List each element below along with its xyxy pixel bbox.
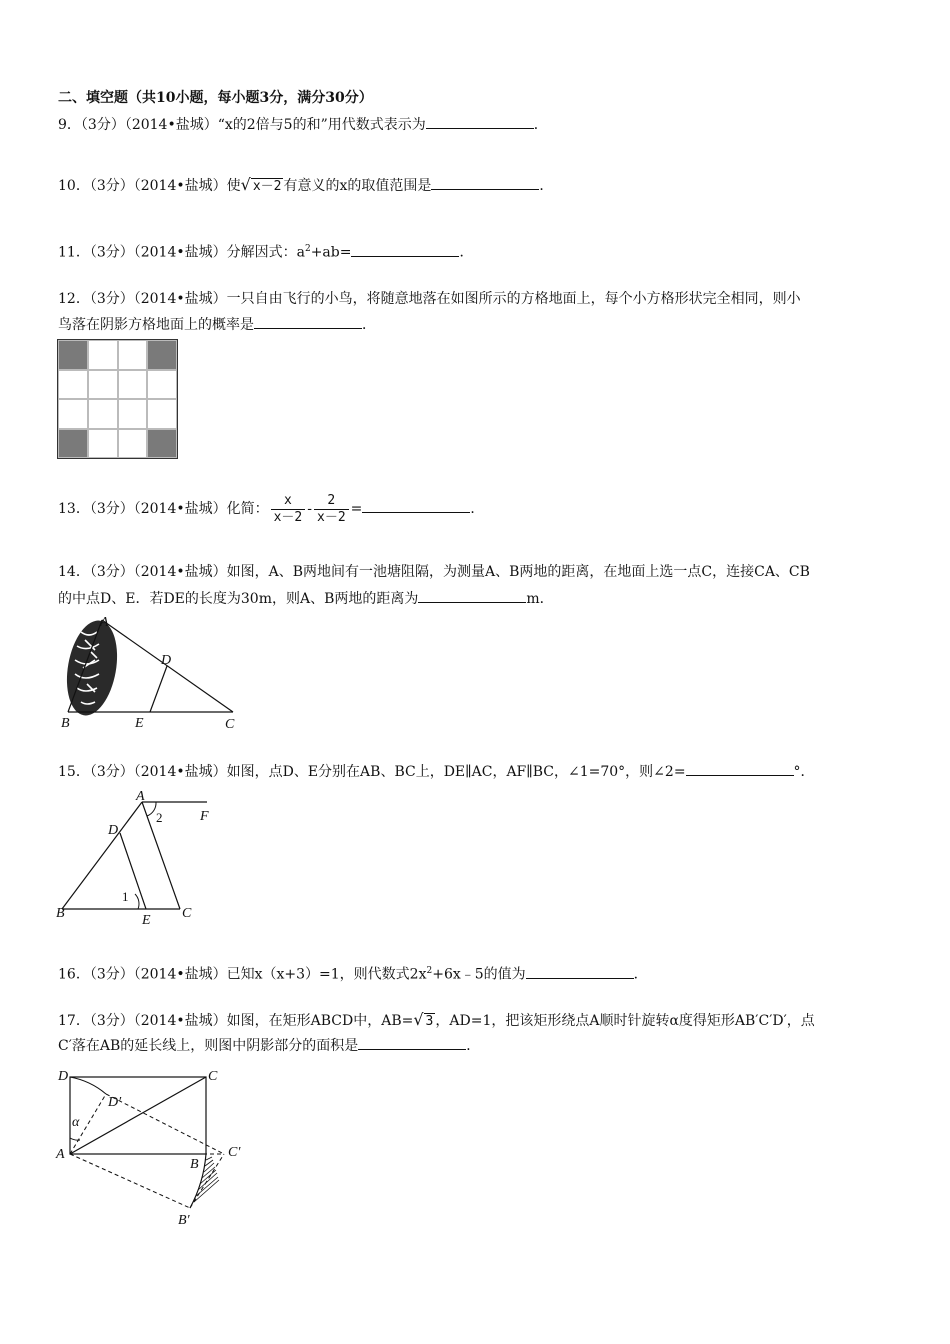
answer-blank [526, 964, 634, 979]
sqrt-sign: √ [413, 1010, 424, 1029]
angle-1-label: 1 [122, 889, 129, 904]
question-14-text: 的中点D、E．若DE的长度为30m，则A、B两地的距离为 [58, 591, 419, 607]
fraction-2 [314, 493, 349, 526]
label-B: B [61, 716, 70, 731]
label-A: A [56, 1147, 65, 1162]
grid-figure [57, 339, 178, 459]
grid-cell [118, 429, 148, 459]
period: ． [362, 317, 376, 333]
answer-blank [358, 1035, 466, 1050]
fraction-1 [271, 493, 306, 526]
label-B: B [56, 906, 65, 921]
label-F: F [200, 809, 209, 824]
label-D: D [161, 653, 172, 668]
question-17-prefix: 17．（3分）（2014•盐城）如图，在矩形ABCD中，AB= [58, 1013, 414, 1029]
grid-cell-shaded [58, 340, 88, 370]
label-alpha: α [72, 1115, 80, 1130]
question-12-line-2 [58, 314, 376, 335]
grid-cell [88, 399, 118, 429]
exponent: 2 [426, 966, 433, 976]
period: ． [459, 244, 474, 261]
label-E: E [142, 913, 151, 928]
rectangle-rotation-figure [52, 1060, 252, 1230]
angle-2-label: 2 [156, 810, 163, 825]
question-15 [58, 761, 815, 782]
answer-blank [686, 761, 794, 776]
unit-period: m． [526, 591, 554, 607]
pond-figure [55, 612, 245, 734]
question-9 [58, 114, 548, 135]
question-13 [58, 488, 484, 530]
equals-sign: = [350, 501, 363, 517]
label-A: A [100, 615, 109, 630]
question-15-text: 15．（3分）（2014•盐城）如图，点D、E分别在AB、BC上，DE∥AC，AF∥BC，∠1=70°，则∠2= [58, 764, 686, 780]
answer-blank [426, 114, 534, 129]
question-11-prefix: 11．（3分）（2014•盐城）分解因式：a [58, 244, 305, 261]
question-16 [58, 961, 648, 985]
question-10-prefix: 10．（3分）（2014•盐城）使 [58, 178, 241, 194]
question-17-text: C′落在AB的延长线上，则图中阴影部分的面积是 [58, 1038, 359, 1054]
sqrt-sign: √ [240, 175, 251, 194]
question-12-text: 鸟落在阴影方格地面上的概率是 [58, 317, 254, 333]
fraction-1-denominator: x－2 [273, 509, 303, 525]
question-11-suffix: +ab= [310, 244, 352, 261]
radicand: x－2 [252, 179, 282, 194]
question-13-prefix: 13．（3分）（2014•盐城）化简： [58, 501, 269, 517]
grid-cell [118, 399, 148, 429]
grid-cell [58, 370, 88, 400]
degree-period: °． [793, 764, 815, 780]
answer-blank [362, 498, 470, 513]
label-D-prime: D′ [108, 1095, 122, 1110]
period: ． [533, 117, 548, 133]
fraction-2-numerator: 2 [314, 493, 349, 510]
label-C: C [182, 906, 192, 921]
period: ． [539, 178, 554, 194]
question-16-suffix: +6x﹣5的值为 [432, 966, 526, 983]
question-14-line-2 [58, 588, 554, 609]
grid-cell [58, 399, 88, 429]
period: ． [466, 1038, 481, 1054]
question-10-suffix: 有意义的x的取值范围是 [283, 178, 432, 194]
section-title: 二、填空题（共10小题，每小题3分，满分30分） [58, 90, 373, 106]
question-12-line-1: 12．（3分）（2014•盐城）一只自由飞行的小鸟，将随意地落在如图所示的方格地面上，每个小方格形状完全相同，则小 [58, 291, 801, 307]
radicand: 3 [425, 1014, 434, 1029]
question-14-line-1: 14．（3分）（2014•盐城）如图，A、B两地间有一池塘阻隔，为测量A、B两地的距离，在地面上选一点C，连接CA、CB [58, 564, 810, 580]
answer-blank [254, 314, 362, 329]
question-16-prefix: 16．（3分）（2014•盐城）已知x（x+3）=1，则代数式2x [58, 966, 427, 983]
grid-cell [88, 429, 118, 459]
grid-cell [118, 340, 148, 370]
fraction-1-numerator: x [271, 493, 306, 510]
exponent: 2 [304, 244, 311, 254]
question-10 [58, 175, 553, 196]
grid-cell [147, 370, 177, 400]
answer-blank [351, 242, 459, 257]
period: ． [470, 501, 485, 517]
label-C-prime: C′ [228, 1145, 241, 1160]
grid-cell-shaded [147, 429, 177, 459]
label-D: D [58, 1069, 69, 1084]
fraction-2-denominator: x－2 [317, 509, 346, 525]
grid-cell-shaded [147, 340, 177, 370]
grid-cell [88, 340, 118, 370]
grid-cell [88, 370, 118, 400]
label-D: D [108, 823, 119, 838]
triangle-figure-15 [52, 784, 222, 930]
label-A: A [136, 789, 145, 804]
label-E: E [135, 716, 144, 731]
answer-blank [418, 588, 526, 603]
answer-blank [431, 175, 539, 190]
grid-cell [147, 399, 177, 429]
grid-cell-shaded [58, 429, 88, 459]
label-C: C [208, 1069, 218, 1084]
question-17-suffix: ，AD=1，把该矩形绕点A顺时针旋转α度得矩形AB′C′D′，点 [435, 1013, 815, 1029]
minus-sign: - [307, 501, 312, 517]
label-B: B [190, 1157, 199, 1172]
period: ． [633, 966, 648, 983]
question-11 [58, 239, 473, 263]
label-C: C [225, 717, 235, 732]
label-B-prime: B′ [178, 1213, 190, 1228]
question-9-text: 9．（3分）（2014•盐城）“x的2倍与5的和”用代数式表示为 [58, 117, 426, 133]
question-17-line-2 [58, 1035, 480, 1056]
grid-cell [118, 370, 148, 400]
question-17-line-1 [58, 1010, 815, 1031]
